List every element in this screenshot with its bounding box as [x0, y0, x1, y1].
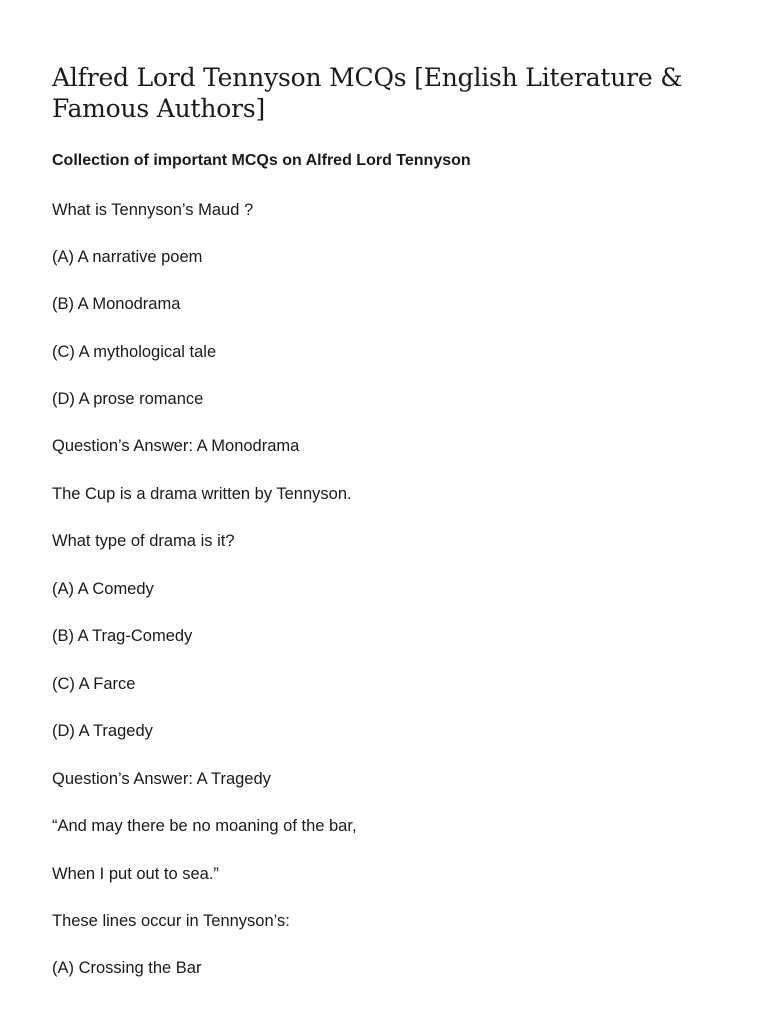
quote-line-2: When I put out to sea.”	[52, 865, 219, 883]
section-subtitle: Collection of important MCQs on Alfred Lord Tennyson	[52, 152, 471, 169]
option-1c: (C) A mythological tale	[52, 343, 217, 361]
answer-2: Question’s Answer: A Tragedy	[52, 770, 271, 788]
option-2a: (A) A Comedy	[52, 580, 154, 598]
option-1a: (A) A narrative poem	[52, 248, 203, 266]
quote-line-1: “And may there be no moaning of the bar,	[52, 817, 357, 835]
question-1: What is Tennyson’s Maud ?	[52, 201, 254, 219]
answer-1: Question’s Answer: A Monodrama	[52, 437, 300, 455]
question-2: What type of drama is it?	[52, 532, 235, 550]
option-3a: (A) Crossing the Bar	[52, 959, 202, 977]
option-1b: (B) A Monodrama	[52, 295, 181, 313]
question-2-intro: The Cup is a drama written by Tennyson.	[52, 485, 352, 503]
option-2c: (C) A Farce	[52, 675, 136, 693]
option-2d: (D) A Tragedy	[52, 722, 153, 740]
document-page	[52, 62, 732, 977]
option-2b: (B) A Trag-Comedy	[52, 627, 193, 645]
question-3: These lines occur in Tennyson’s:	[52, 912, 290, 930]
page-title: Alfred Lord Tennyson MCQs [English Literature & Famous Authors]	[52, 63, 683, 123]
option-1d: (D) A prose romance	[52, 390, 204, 408]
